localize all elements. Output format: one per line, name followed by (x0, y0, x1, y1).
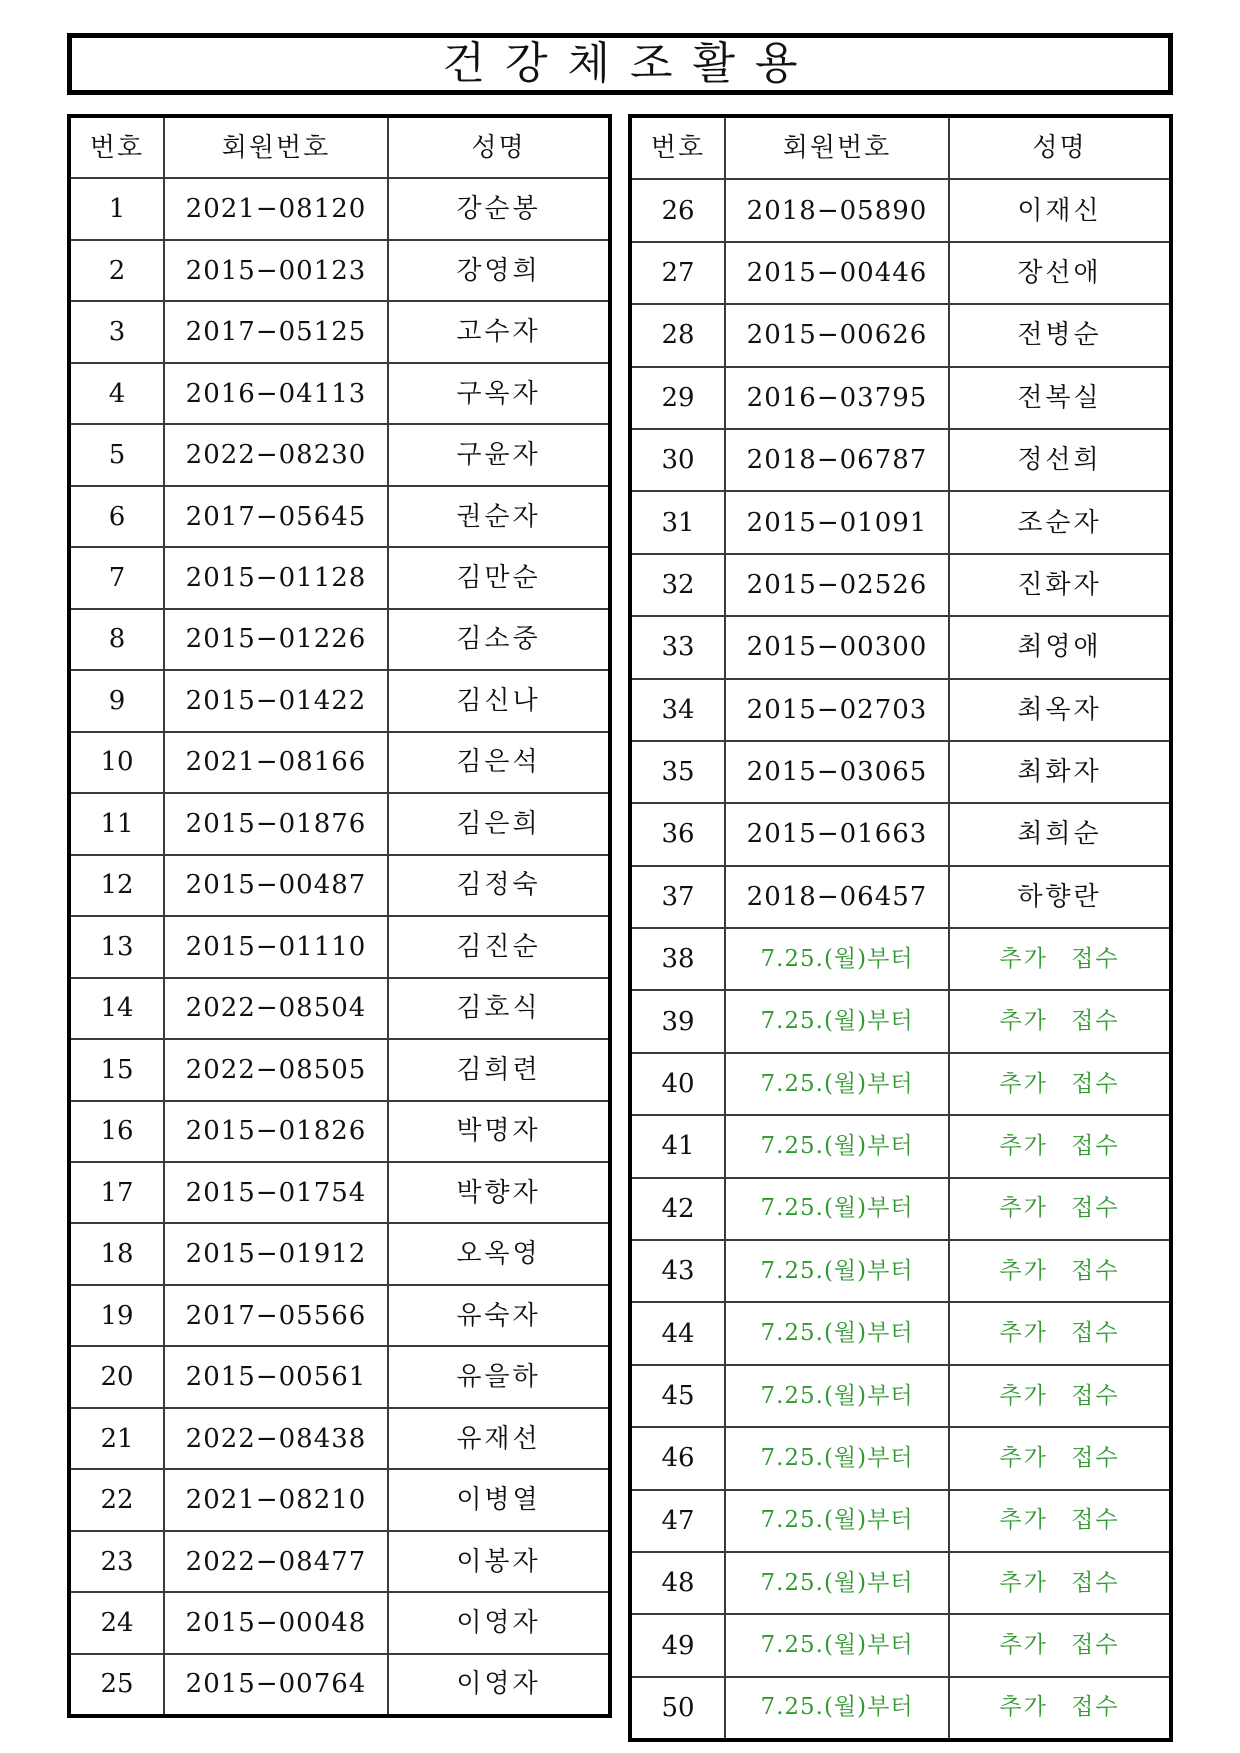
member-name-cell: 이영자 (456, 1669, 541, 1700)
member-name-cell: 김정숙 (456, 870, 541, 901)
member-name-cell: 추가 접수 (999, 1569, 1120, 1596)
table-row (71, 917, 608, 978)
member-name-cell: 추가 접수 (999, 1507, 1120, 1534)
member-name-cell: 정선희 (1017, 445, 1102, 476)
member-name-cell: 이봉자 (456, 1546, 541, 1577)
row-number-cell: 30 (632, 430, 726, 490)
member-number-cell: 2015−01663 (726, 804, 950, 864)
row-number-cell: 39 (632, 991, 726, 1051)
row-number-cell: 48 (632, 1553, 726, 1613)
member-number-cell: 2015−00764 (165, 1655, 389, 1714)
table-header-row (71, 118, 608, 179)
member-name-cell: 유을하 (456, 1362, 541, 1393)
member-number-cell: 7.25.(월)부터 (726, 1116, 950, 1176)
row-number-cell: 47 (632, 1491, 726, 1551)
row-number-cell: 44 (632, 1303, 726, 1363)
row-number-cell: 49 (632, 1615, 726, 1675)
row-number-cell: 14 (71, 979, 165, 1038)
row-number-cell: 9 (71, 671, 165, 730)
row-number-cell: 36 (632, 804, 726, 864)
row-number-cell: 29 (632, 368, 726, 428)
member-name-cell: 유재선 (456, 1423, 541, 1454)
member-number-cell: 2015−03065 (726, 742, 950, 802)
member-number-cell: 2015−01128 (165, 548, 389, 607)
row-number-cell: 5 (71, 425, 165, 484)
table-row (71, 1163, 608, 1224)
table-row (71, 302, 608, 363)
table-row (632, 1116, 1169, 1178)
table-row (632, 1491, 1169, 1553)
table-row (71, 364, 608, 425)
row-number-cell: 42 (632, 1179, 726, 1239)
member-name-cell: 오옥영 (456, 1239, 541, 1270)
table-row (632, 1179, 1169, 1241)
header-no: 번호 (71, 118, 165, 177)
member-name-cell: 김은석 (456, 747, 541, 778)
row-number-cell: 33 (632, 617, 726, 677)
member-name-cell: 추가 접수 (999, 1132, 1120, 1159)
member-number-cell: 2015−01422 (165, 671, 389, 730)
member-name-cell: 추가 접수 (999, 1382, 1120, 1409)
table-row (71, 179, 608, 240)
header-member-no: 회원번호 (726, 118, 950, 178)
member-number-cell: 2016−04113 (165, 364, 389, 423)
row-number-cell: 17 (71, 1163, 165, 1222)
table-row (632, 180, 1169, 242)
member-number-cell: 2018−06787 (726, 430, 950, 490)
member-number-cell: 2015−01876 (165, 794, 389, 853)
row-number-cell: 50 (632, 1678, 726, 1738)
row-number-cell: 7 (71, 548, 165, 607)
member-number-cell: 2016−03795 (726, 368, 950, 428)
table-row (632, 368, 1169, 430)
member-name-cell: 김희련 (456, 1054, 541, 1085)
member-number-cell: 2015−01091 (726, 492, 950, 552)
header-name: 성명 (471, 132, 526, 163)
row-number-cell: 10 (71, 733, 165, 792)
member-number-cell: 2021−08120 (165, 179, 389, 238)
member-name-cell: 전병순 (1017, 320, 1102, 351)
table-row (632, 1678, 1169, 1738)
member-name-cell: 이재신 (1017, 195, 1102, 226)
row-number-cell: 19 (71, 1286, 165, 1345)
member-number-cell: 2015−01226 (165, 610, 389, 669)
member-number-cell: 7.25.(월)부터 (726, 991, 950, 1051)
document-title-box (67, 33, 1173, 95)
member-name-cell: 김호식 (456, 993, 541, 1024)
member-name-cell: 김은희 (456, 808, 541, 839)
table-row (71, 1409, 608, 1470)
member-number-cell: 2015−00626 (726, 305, 950, 365)
member-number-cell: 7.25.(월)부터 (726, 1615, 950, 1675)
table-row (632, 867, 1169, 929)
member-name-cell: 박향자 (456, 1177, 541, 1208)
table-row (71, 241, 608, 302)
member-name-cell: 이병열 (456, 1485, 541, 1516)
table-header-row (632, 118, 1169, 180)
member-number-cell: 2018−05890 (726, 180, 950, 240)
member-name-cell: 김진순 (456, 931, 541, 962)
member-number-cell: 7.25.(월)부터 (726, 1491, 950, 1551)
table-row (71, 1593, 608, 1654)
member-number-cell: 7.25.(월)부터 (726, 1054, 950, 1114)
table-row (632, 1054, 1169, 1116)
row-number-cell: 32 (632, 555, 726, 615)
member-number-cell: 2015−02526 (726, 555, 950, 615)
member-name-cell: 최희순 (1017, 819, 1102, 850)
row-number-cell: 28 (632, 305, 726, 365)
member-name-cell: 추가 접수 (999, 1008, 1120, 1035)
table-row (71, 425, 608, 486)
header-no: 번호 (632, 118, 726, 178)
row-number-cell: 43 (632, 1241, 726, 1301)
row-number-cell: 31 (632, 492, 726, 552)
member-number-cell: 2017−05125 (165, 302, 389, 361)
row-number-cell: 37 (632, 867, 726, 927)
table-row (71, 1655, 608, 1714)
member-number-cell: 2015−00487 (165, 856, 389, 915)
table-row (632, 991, 1169, 1053)
member-name-cell: 김신나 (456, 685, 541, 716)
member-name-cell: 추가 접수 (999, 1632, 1120, 1659)
row-number-cell: 11 (71, 794, 165, 853)
member-number-cell: 2015−00123 (165, 241, 389, 300)
member-number-cell: 2021−08210 (165, 1470, 389, 1529)
row-number-cell: 24 (71, 1593, 165, 1652)
table-row (632, 430, 1169, 492)
table-row (632, 1553, 1169, 1615)
member-number-cell: 2015−00048 (165, 1593, 389, 1652)
row-number-cell: 27 (632, 243, 726, 303)
table-row (71, 610, 608, 671)
member-number-cell: 2015−02703 (726, 680, 950, 740)
table-row (71, 794, 608, 855)
table-row (71, 1286, 608, 1347)
member-name-cell: 강영희 (456, 255, 541, 286)
member-number-cell: 2015−01110 (165, 917, 389, 976)
member-name-cell: 추가 접수 (999, 1195, 1120, 1222)
table-row (71, 548, 608, 609)
table-row (632, 929, 1169, 991)
member-number-cell: 2022−08504 (165, 979, 389, 1038)
table-row (71, 733, 608, 794)
member-name-cell: 조순자 (1017, 507, 1102, 538)
row-number-cell: 3 (71, 302, 165, 361)
member-name-cell: 박명자 (456, 1116, 541, 1147)
member-number-cell: 2022−08230 (165, 425, 389, 484)
table-row (632, 804, 1169, 866)
member-name-cell: 최화자 (1017, 757, 1102, 788)
header-name: 성명 (1032, 133, 1087, 164)
row-number-cell: 23 (71, 1532, 165, 1591)
member-name-cell: 추가 접수 (999, 1444, 1120, 1471)
row-number-cell: 20 (71, 1347, 165, 1406)
row-number-cell: 34 (632, 680, 726, 740)
member-number-cell: 2015−01754 (165, 1163, 389, 1222)
member-number-cell: 2021−08166 (165, 733, 389, 792)
member-number-cell: 7.25.(월)부터 (726, 1553, 950, 1613)
member-number-cell: 2022−08438 (165, 1409, 389, 1468)
table-row (71, 671, 608, 732)
table-row (71, 856, 608, 917)
member-name-cell: 진화자 (1017, 569, 1102, 600)
member-number-cell: 2015−01912 (165, 1224, 389, 1283)
member-name-cell: 유숙자 (456, 1300, 541, 1331)
row-number-cell: 12 (71, 856, 165, 915)
row-number-cell: 13 (71, 917, 165, 976)
member-name-cell: 권순자 (456, 501, 541, 532)
table-row (632, 243, 1169, 305)
row-number-cell: 38 (632, 929, 726, 989)
row-number-cell: 21 (71, 1409, 165, 1468)
row-number-cell: 1 (71, 179, 165, 238)
member-number-cell: 7.25.(월)부터 (726, 1678, 950, 1738)
table-row (71, 1347, 608, 1408)
row-number-cell: 25 (71, 1655, 165, 1714)
member-number-cell: 7.25.(월)부터 (726, 929, 950, 989)
member-number-cell: 2015−01826 (165, 1102, 389, 1161)
row-number-cell: 2 (71, 241, 165, 300)
member-name-cell: 추가 접수 (999, 945, 1120, 972)
member-number-cell: 7.25.(월)부터 (726, 1366, 950, 1426)
table-row (632, 1303, 1169, 1365)
row-number-cell: 15 (71, 1040, 165, 1099)
member-name-cell: 고수자 (456, 317, 541, 348)
table-row (632, 492, 1169, 554)
table-row (632, 1366, 1169, 1428)
row-number-cell: 40 (632, 1054, 726, 1114)
table-row (71, 979, 608, 1040)
member-name-cell: 구옥자 (456, 378, 541, 409)
row-number-cell: 6 (71, 487, 165, 546)
member-number-cell: 7.25.(월)부터 (726, 1303, 950, 1363)
row-number-cell: 46 (632, 1428, 726, 1488)
member-number-cell: 2018−06457 (726, 867, 950, 927)
table-row (632, 617, 1169, 679)
member-name-cell: 전복실 (1017, 382, 1102, 413)
row-number-cell: 26 (632, 180, 726, 240)
member-number-cell: 2017−05566 (165, 1286, 389, 1345)
member-number-cell: 2015−00561 (165, 1347, 389, 1406)
header-member-no: 회원번호 (165, 118, 389, 177)
row-number-cell: 4 (71, 364, 165, 423)
member-number-cell: 2022−08477 (165, 1532, 389, 1591)
member-number-cell: 2015−00300 (726, 617, 950, 677)
member-name-cell: 하향란 (1017, 881, 1102, 912)
table-row (632, 1428, 1169, 1490)
member-name-cell: 추가 접수 (999, 1320, 1120, 1347)
member-name-cell: 구윤자 (456, 440, 541, 471)
row-number-cell: 45 (632, 1366, 726, 1426)
table-row (71, 1102, 608, 1163)
member-name-cell: 김만순 (456, 563, 541, 594)
member-name-cell: 김소중 (456, 624, 541, 655)
table-row (632, 555, 1169, 617)
row-number-cell: 41 (632, 1116, 726, 1176)
table-row (71, 1532, 608, 1593)
row-number-cell: 18 (71, 1224, 165, 1283)
table-row (632, 680, 1169, 742)
table-row (71, 1224, 608, 1285)
table-row (71, 487, 608, 548)
member-table-left (67, 114, 612, 1718)
page-title: 건강체조활용 (442, 38, 818, 89)
member-name-cell: 강순봉 (456, 194, 541, 225)
table-row (71, 1040, 608, 1101)
member-name-cell: 최옥자 (1017, 694, 1102, 725)
member-number-cell: 2015−00446 (726, 243, 950, 303)
member-number-cell: 7.25.(월)부터 (726, 1428, 950, 1488)
row-number-cell: 35 (632, 742, 726, 802)
member-name-cell: 추가 접수 (999, 1070, 1120, 1097)
member-number-cell: 2022−08505 (165, 1040, 389, 1099)
member-name-cell: 추가 접수 (999, 1257, 1120, 1284)
table-row (632, 1615, 1169, 1677)
table-row (71, 1470, 608, 1531)
member-name-cell: 최영애 (1017, 632, 1102, 663)
member-table-right (628, 114, 1173, 1742)
member-number-cell: 2017−05645 (165, 487, 389, 546)
member-number-cell: 7.25.(월)부터 (726, 1241, 950, 1301)
row-number-cell: 8 (71, 610, 165, 669)
member-name-cell: 이영자 (456, 1607, 541, 1638)
row-number-cell: 22 (71, 1470, 165, 1529)
table-row (632, 742, 1169, 804)
table-row (632, 305, 1169, 367)
row-number-cell: 16 (71, 1102, 165, 1161)
table-row (632, 1241, 1169, 1303)
member-number-cell: 7.25.(월)부터 (726, 1179, 950, 1239)
member-name-cell: 추가 접수 (999, 1694, 1120, 1721)
member-name-cell: 장선애 (1017, 257, 1102, 288)
